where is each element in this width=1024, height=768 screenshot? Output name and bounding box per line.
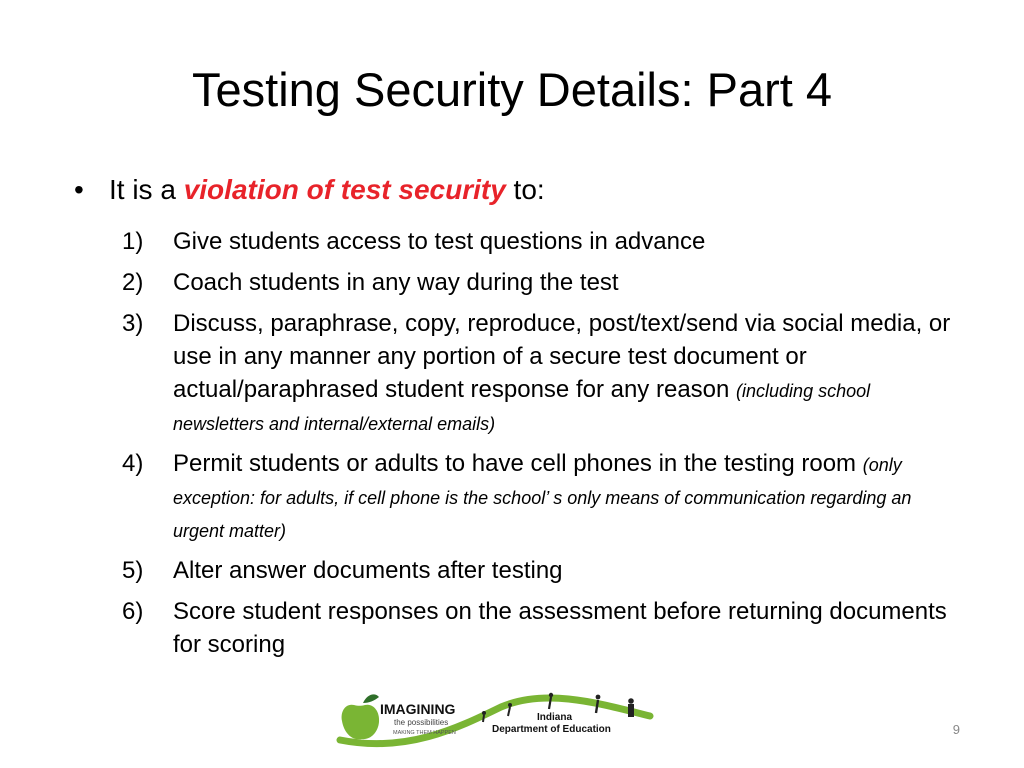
list-number: 2)	[122, 269, 144, 296]
list-item	[122, 595, 952, 661]
list-item	[122, 554, 952, 587]
list-number: 4)	[122, 450, 144, 477]
bullet-text	[109, 172, 545, 208]
list-text: Give students access to test questions in advance	[173, 228, 706, 255]
logo-text-possibilities: the possibilities	[394, 718, 449, 727]
figure-2-head-icon	[508, 703, 512, 707]
figure-3-head-icon	[549, 693, 553, 697]
list-number: 1)	[122, 228, 144, 255]
list-note: (including school newsletters and internal/external emails)	[173, 381, 871, 434]
list-item	[122, 447, 952, 546]
logo-leaf-icon	[363, 694, 379, 703]
figure-1-head-icon	[482, 711, 486, 715]
page-number: 9	[952, 722, 960, 737]
bullet-suffix: to:	[505, 174, 545, 205]
indiana-doe-logo	[336, 683, 656, 750]
violation-list	[122, 225, 952, 669]
list-number: 5)	[122, 557, 144, 584]
figure-2-body-icon	[508, 707, 510, 716]
logo-text-imagining: IMAGINING	[380, 701, 456, 717]
figure-4-head-icon	[596, 695, 601, 700]
figure-5-body-icon	[628, 704, 634, 717]
bullet-dot: •	[74, 174, 84, 205]
figure-5-head-icon	[628, 698, 634, 704]
logo-text-indiana: Indiana	[537, 712, 573, 723]
list-note: (only exception: for adults, if cell phone is the school’ s only means of communication regarding an urgent matter)	[173, 455, 912, 541]
list-item	[122, 307, 952, 439]
list-text: Discuss, paraphrase, copy, reproduce, post/text/send via social media, or use in any manner any portion of a secure test document or actual/paraphrased student response for any reason	[173, 310, 951, 403]
logo-apple-icon	[342, 705, 379, 740]
slide-title: Testing Security Details: Part 4	[192, 63, 832, 116]
logo-text-making: MAKING THEM HAPPEN	[393, 730, 456, 736]
list-number: 3)	[122, 310, 144, 337]
list-item	[122, 266, 952, 299]
list-text: Score student responses on the assessment before returning documents for scoring	[173, 598, 947, 658]
list-text: Coach students in any way during the test	[173, 269, 619, 296]
list-item	[122, 225, 952, 258]
logo-text-department: Department of Education	[492, 724, 611, 735]
list-text: Alter answer documents after testing	[173, 557, 563, 584]
figure-1-body-icon	[483, 715, 484, 722]
list-number: 6)	[122, 598, 144, 625]
list-text: Permit students or adults to have cell phones in the testing room	[173, 450, 857, 477]
bullet-prefix: It is a	[109, 174, 184, 205]
bullet-emphasis: violation of test security	[183, 174, 506, 205]
